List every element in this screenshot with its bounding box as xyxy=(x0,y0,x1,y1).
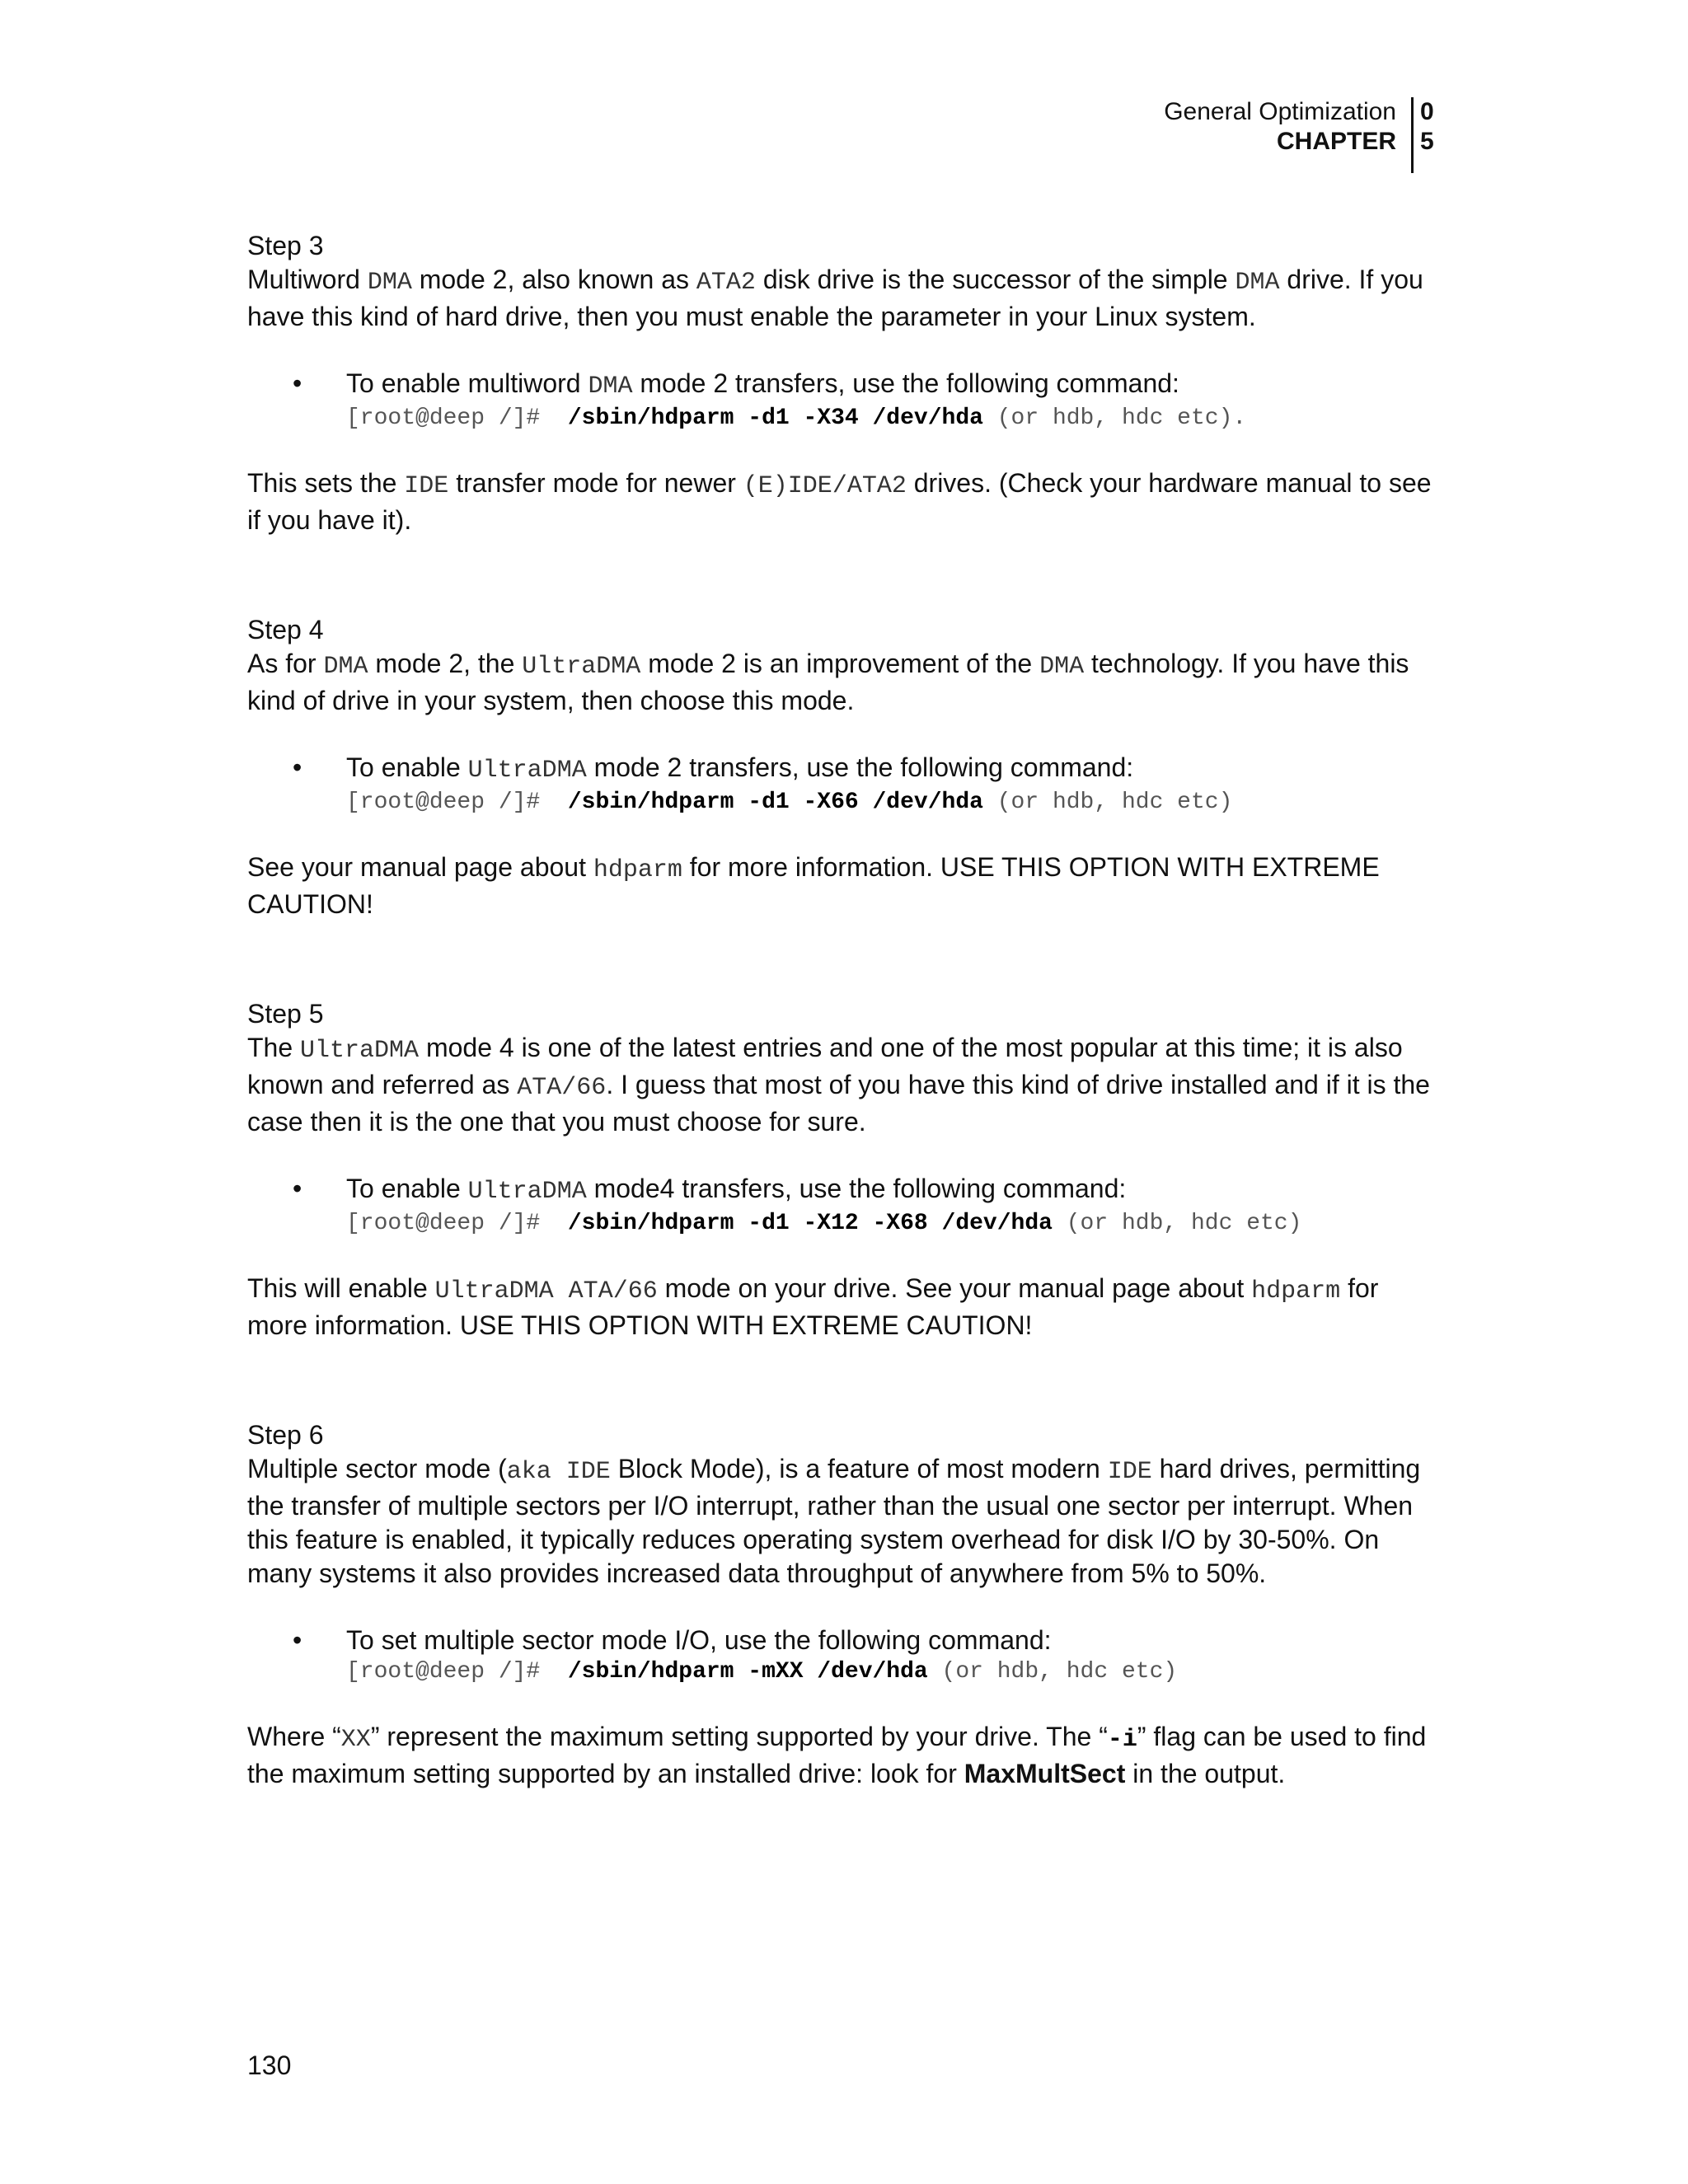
bullet-text xyxy=(346,751,1434,788)
text-run: To enable xyxy=(346,1174,468,1203)
text-run: ” flag can be used to find the maximum setting supported by an installed drive: look for xyxy=(247,1722,1427,1788)
command-text: /sbin/hdparm -d1 -X34 /dev/hda xyxy=(567,405,983,431)
text-run: disk drive is the successor of the simple xyxy=(755,265,1236,294)
text-run: ” represent the maximum setting supported by your drive. The “ xyxy=(370,1722,1108,1751)
inline-code: DMA xyxy=(588,373,633,401)
text-run: To enable xyxy=(346,752,468,782)
command-note: (or hdb, hdc etc). xyxy=(982,405,1247,431)
chapter-number xyxy=(1411,97,1445,173)
step-intro xyxy=(247,263,1434,334)
inline-code: DMA xyxy=(323,653,368,681)
text-run: mode 2 transfers, use the following command: xyxy=(632,368,1179,398)
chapter-digit-2: 5 xyxy=(1420,128,1434,155)
bold-text: MaxMultSect xyxy=(964,1759,1126,1788)
inline-code: UltraDMA xyxy=(522,653,641,681)
text-run: mode on your drive. See your manual page about xyxy=(657,1273,1252,1303)
command-text: /sbin/hdparm -d1 -X12 -X68 /dev/hda xyxy=(567,1211,1053,1236)
step-note xyxy=(247,1272,1434,1343)
inline-code: IDE xyxy=(1107,1458,1152,1486)
section-title: General Optimization xyxy=(1164,98,1396,125)
command-prompt: [root@deep /]# xyxy=(346,1211,568,1236)
bullet-item xyxy=(247,367,1434,434)
command-note: (or hdb, hdc etc) xyxy=(1052,1211,1302,1236)
inline-code: DMA xyxy=(1235,269,1280,297)
bullet-item xyxy=(247,1624,1434,1687)
inline-code: ATA/66 xyxy=(517,1074,607,1102)
text-run: transfer mode for newer xyxy=(448,468,743,498)
inline-code: (E)IDE/ATA2 xyxy=(743,472,907,500)
text-run: Multiword xyxy=(247,265,368,294)
text-run: mode 2 transfers, use the following command: xyxy=(586,752,1134,782)
inline-code: hdparm xyxy=(1251,1277,1341,1305)
command-line xyxy=(346,404,1434,434)
inline-code: ATA2 xyxy=(696,269,756,297)
text-run: Multiple sector mode ( xyxy=(247,1454,507,1483)
step-title: Step 6 xyxy=(247,1420,324,1450)
bullet-text xyxy=(346,1172,1434,1209)
text-run: See your manual page about xyxy=(247,852,593,882)
command-prompt: [root@deep /]# xyxy=(346,1659,568,1685)
steps-container xyxy=(247,229,1434,1791)
step-note xyxy=(247,851,1434,921)
command-line xyxy=(346,788,1434,818)
inline-code: UltraDMA xyxy=(467,757,587,785)
inline-code: DMA xyxy=(367,269,412,297)
inline-code: UltraDMA xyxy=(467,1178,587,1206)
text-run: . I guess that most of you have this kind of drive installed and if it is the case then it is the one that you must choose for sure. xyxy=(247,1070,1430,1137)
text-run: The xyxy=(247,1033,301,1062)
step-intro xyxy=(247,1031,1434,1139)
text-run: hard drives, permitting the transfer of multiple sectors per I/O interrupt, rather than the usual one sector per interrupt. When this feature is enabled, it typically reduces operating system overhead for disk I/O by 30-50%. On many systems it also provides increased data throughput of anywhere from 5% to 50%. xyxy=(247,1454,1421,1588)
command-note: (or hdb, hdc etc) xyxy=(927,1659,1178,1685)
bullet-item xyxy=(247,751,1434,818)
step-title: Step 3 xyxy=(247,231,324,260)
text-run: This will enable xyxy=(247,1273,435,1303)
command-prompt: [root@deep /]# xyxy=(346,790,568,815)
text-run: mode 2 is an improvement of the xyxy=(640,649,1040,678)
bullet-text xyxy=(346,1624,1434,1657)
text-run: As for xyxy=(247,649,324,678)
text-run: drives. (Check your hardware manual to see if you have it). xyxy=(247,468,1432,535)
text-run: for more information. USE THIS OPTION WITH EXTREME CAUTION! xyxy=(247,852,1380,919)
text-run: This sets the xyxy=(247,468,405,498)
step-title: Step 4 xyxy=(247,615,324,644)
command-text: /sbin/hdparm -d1 -X66 /dev/hda xyxy=(567,790,983,815)
step-section xyxy=(247,1418,1434,1791)
step-section xyxy=(247,997,1434,1343)
text-run: To set multiple sector mode I/O, use the following command: xyxy=(346,1625,1052,1655)
inline-code: IDE xyxy=(404,472,449,500)
step-intro xyxy=(247,1452,1434,1591)
text-run: for more information. USE THIS OPTION WITH EXTREME CAUTION! xyxy=(247,1273,1379,1340)
step-section xyxy=(247,613,1434,921)
command-line xyxy=(346,1657,1434,1687)
command-note: (or hdb, hdc etc) xyxy=(982,790,1233,815)
text-run: in the output. xyxy=(1125,1759,1286,1788)
inline-code: UltraDMA ATA/66 xyxy=(434,1277,658,1305)
page-number: 130 xyxy=(247,2050,292,2080)
command-line xyxy=(346,1209,1434,1239)
step-note xyxy=(247,1720,1434,1791)
step-intro xyxy=(247,647,1434,718)
bullet-item xyxy=(247,1172,1434,1239)
text-run: mode 2, the xyxy=(368,649,523,678)
text-run: Block Mode), is a feature of most modern xyxy=(610,1454,1108,1483)
chapter-digit-1: 0 xyxy=(1420,98,1434,125)
text-run: Where “ xyxy=(247,1722,341,1751)
command-text: /sbin/hdparm -mXX /dev/hda xyxy=(567,1659,928,1685)
chapter-label: CHAPTER xyxy=(1276,128,1396,155)
command-prompt: [root@deep /]# xyxy=(346,405,568,431)
step-title: Step 5 xyxy=(247,999,324,1029)
page-body xyxy=(247,229,1434,1867)
inline-code: UltraDMA xyxy=(300,1037,420,1065)
inline-code-bold: -i xyxy=(1107,1726,1137,1754)
text-run: To enable multiword xyxy=(346,368,588,398)
text-run: mode 4 is one of the latest entries and one of the most popular at this time; it is also known and referred as xyxy=(247,1033,1403,1099)
text-run: drive. If you have this kind of hard drive, then you must enable the parameter in your Linux system. xyxy=(247,265,1423,331)
inline-code: XX xyxy=(340,1726,371,1754)
step-note xyxy=(247,466,1434,537)
inline-code: aka IDE xyxy=(506,1458,611,1486)
inline-code: DMA xyxy=(1039,653,1085,681)
bullet-text xyxy=(346,367,1434,404)
running-header xyxy=(1164,97,1396,157)
text-run: technology. If you have this kind of drive in your system, then choose this mode. xyxy=(247,649,1409,715)
text-run: mode 2, also known as xyxy=(411,265,696,294)
step-section xyxy=(247,229,1434,537)
inline-code: hdparm xyxy=(593,856,682,884)
text-run: mode4 transfers, use the following command: xyxy=(586,1174,1127,1203)
